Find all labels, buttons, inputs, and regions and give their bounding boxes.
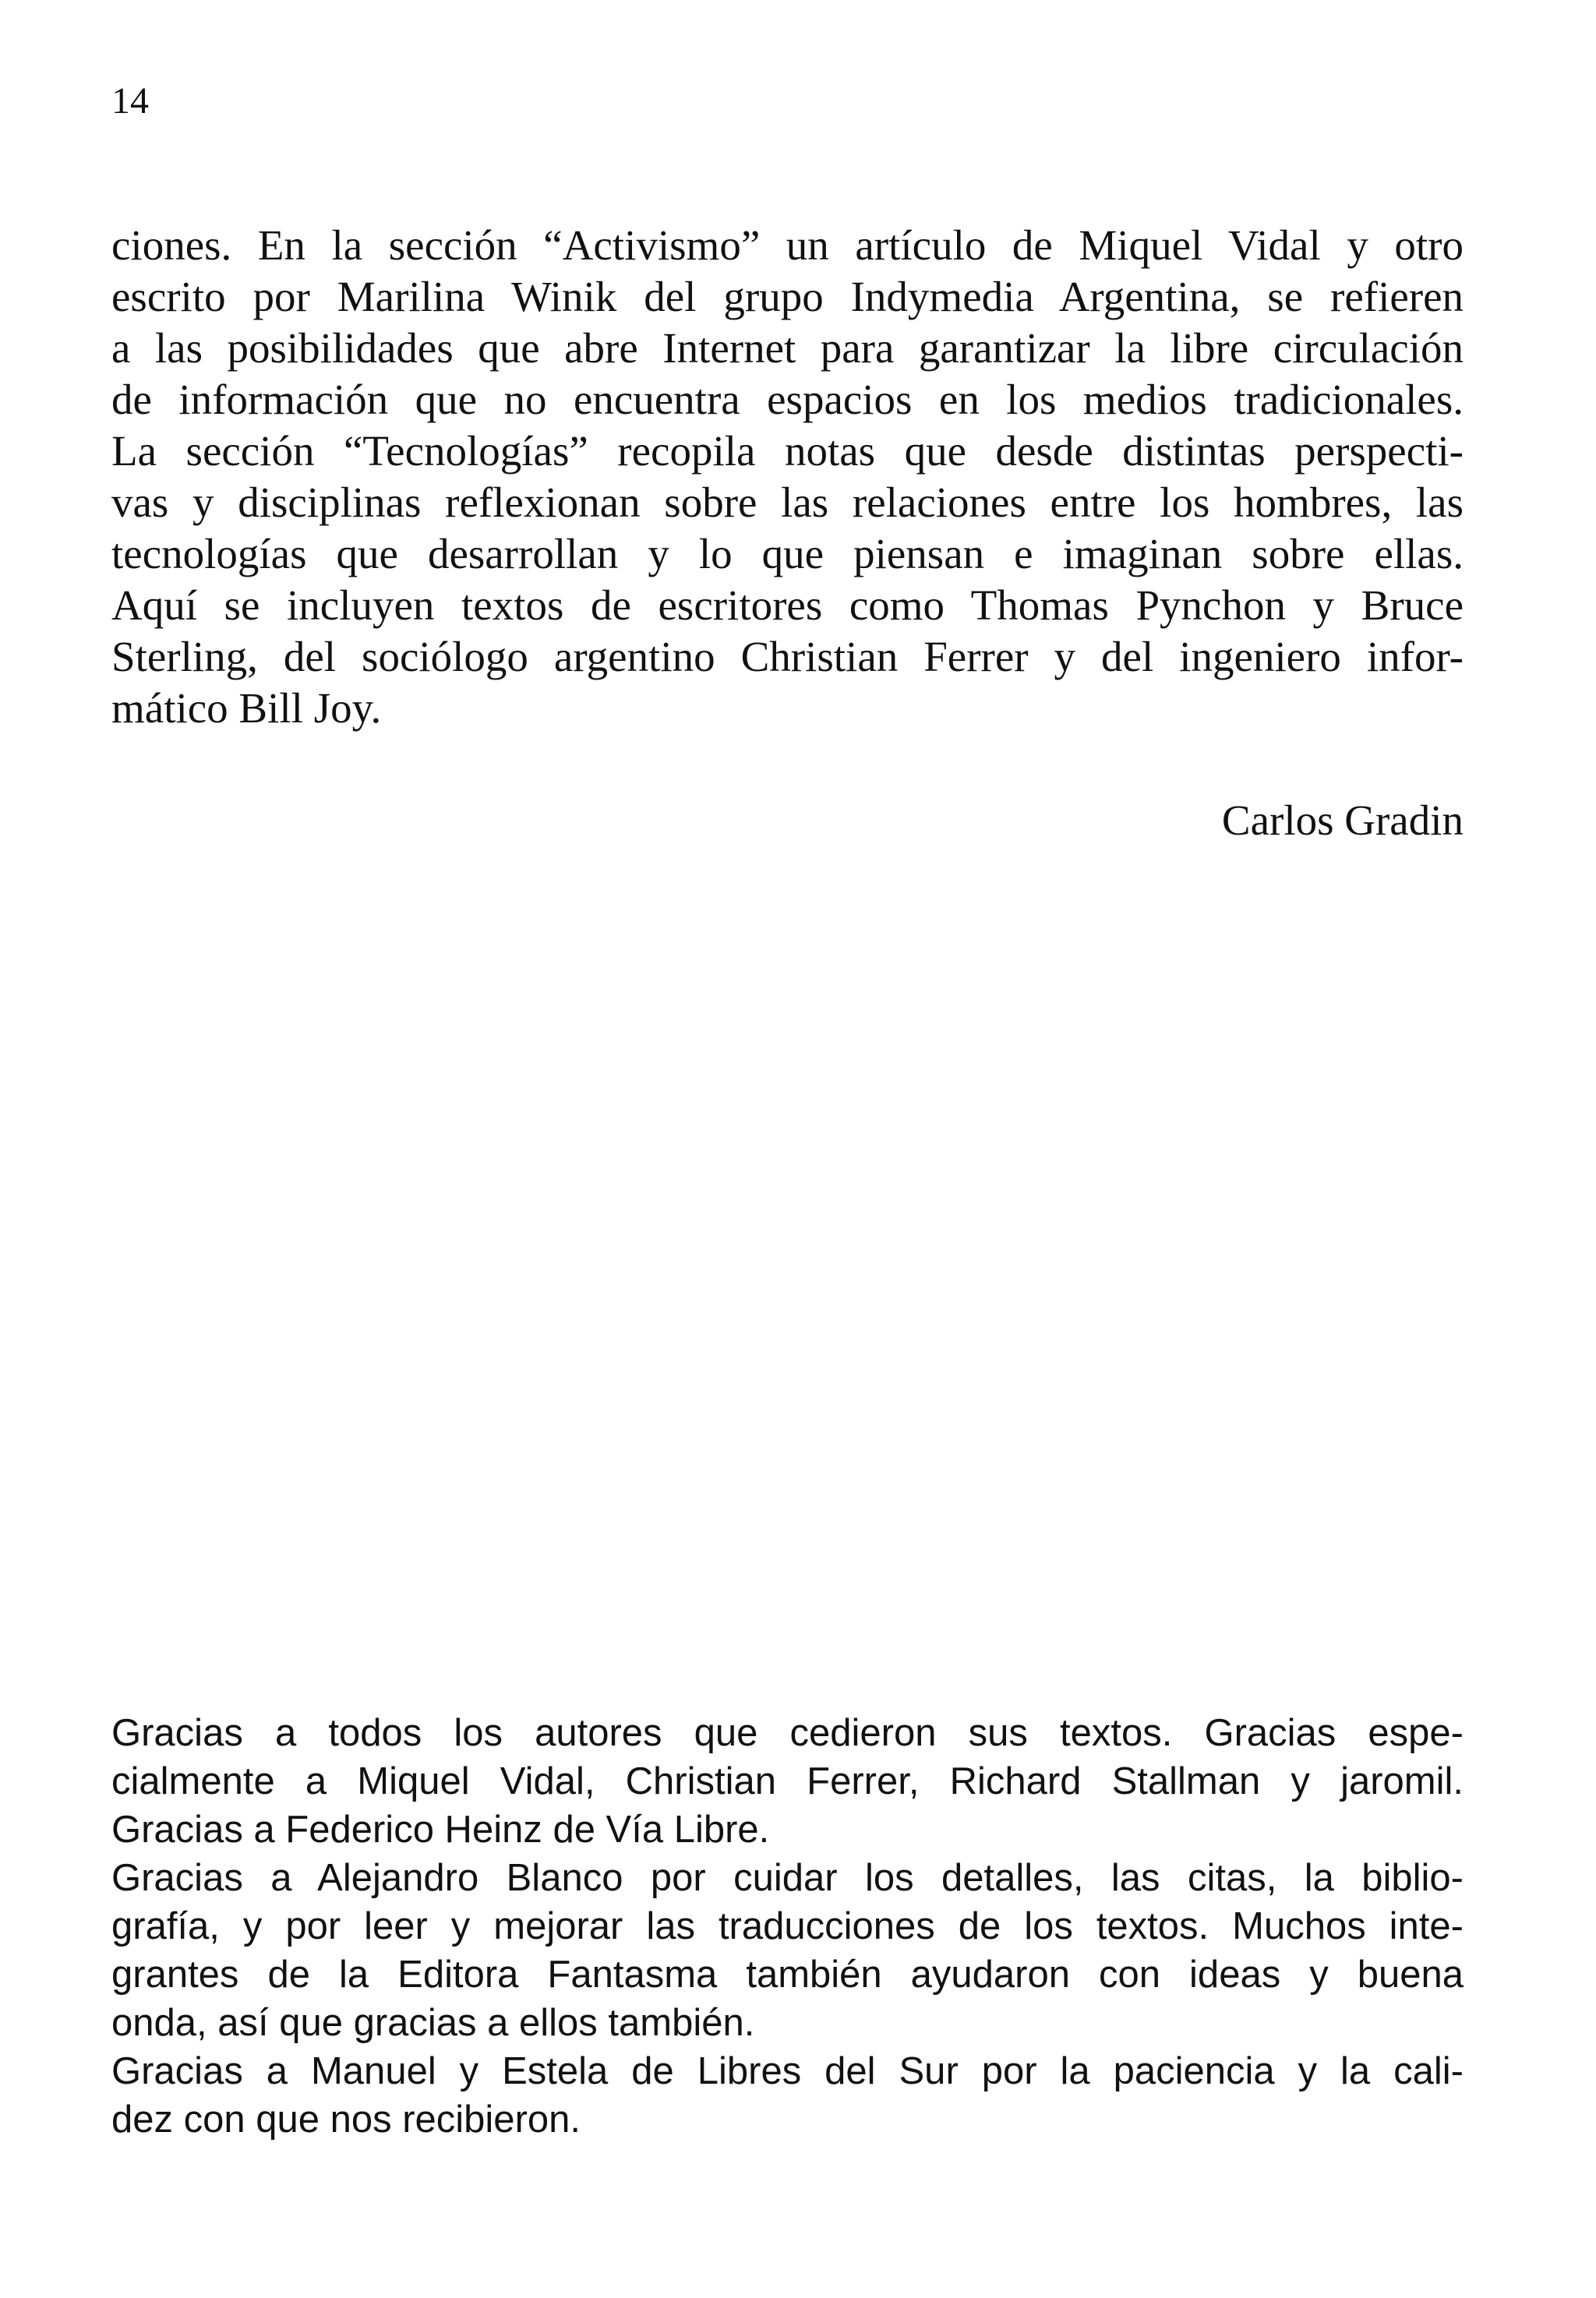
main-text-line: mático Bill Joy.	[111, 684, 382, 732]
acknowledgement-line: cialmente a Miquel Vidal, Christian Ferrer, Richard Stallman y jaromil.	[111, 1760, 1464, 1802]
main-text-line: La sección “Tecnologías” recopila notas que desde distintas perspecti-	[111, 427, 1464, 475]
author-signature: Carlos Gradin	[1221, 796, 1464, 844]
acknowledgement-line: Gracias a Alejandro Blanco por cuidar los detalles, las citas, la biblio-	[111, 1857, 1464, 1899]
acknowledgement-line: onda, así que gracias a ellos también.	[111, 2002, 755, 2044]
main-text-line: escrito por Marilina Winik del grupo Indymedia Argentina, se refieren	[111, 273, 1464, 320]
main-text-line: a las posibilidades que abre Internet para garantizar la libre circulación	[111, 324, 1464, 372]
acknowledgement-line: Gracias a todos los autores que cedieron sus textos. Gracias espe-	[111, 1712, 1464, 1754]
main-text-line: Aquí se incluyen textos de escritores como Thomas Pynchon y Bruce	[111, 581, 1464, 629]
acknowledgement-line: grantes de la Editora Fantasma también ayudaron con ideas y buena	[111, 1954, 1464, 1996]
main-text-line: de información que no encuentra espacios en los medios tradicionales.	[111, 376, 1464, 423]
main-paragraph	[111, 220, 1464, 734]
acknowledgement-line: Gracias a Federico Heinz de Vía Libre.	[111, 1809, 770, 1851]
main-text-line: ciones. En la sección “Activismo” un artículo de Miquel Vidal y otro	[111, 221, 1464, 269]
main-text-line: vas y disciplinas reflexionan sobre las relaciones entre los hombres, las	[111, 478, 1464, 526]
page-number: 14	[111, 80, 149, 122]
acknowledgement-line: grafía, y por leer y mejorar las traducciones de los textos. Muchos inte-	[111, 1905, 1464, 1947]
main-text-line: Sterling, del sociólogo argentino Christian Ferrer y del ingeniero infor-	[111, 633, 1464, 680]
main-text-line: tecnologías que desarrollan y lo que piensan e imaginan sobre ellas.	[111, 530, 1464, 577]
acknowledgements	[111, 1709, 1464, 2144]
acknowledgement-line: dez con que nos recibieron.	[111, 2099, 581, 2141]
acknowledgement-line: Gracias a Manuel y Estela de Libres del Sur por la paciencia y la cali-	[111, 2050, 1464, 2092]
